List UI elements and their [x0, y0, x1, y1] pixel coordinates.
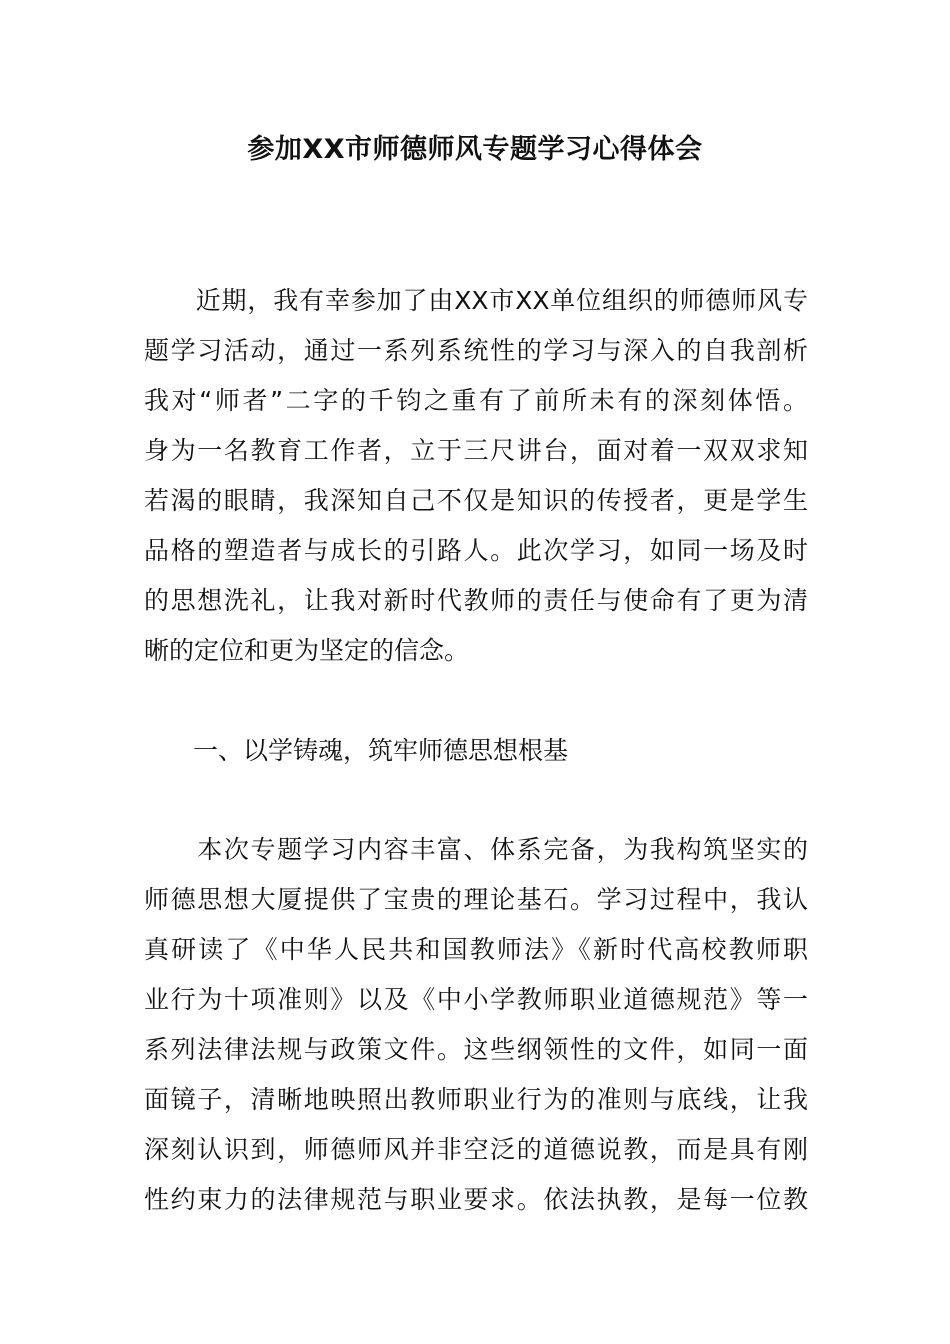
paragraph-line: 业行为十项准则》以及《中小学教师职业道德规范》等一	[144, 985, 808, 1014]
paragraph-line: 面镜子，清晰地映照出教师职业行为的准则与底线，让我	[144, 1085, 808, 1114]
paragraph-line: 师德思想大厦提供了宝贵的理论基石。学习过程中，我认	[144, 885, 808, 914]
paragraph-section-1	[144, 825, 808, 1225]
section-heading: 一、以学铸魂，筑牢师德思想根基	[193, 736, 569, 765]
paragraph-line: 系列法律法规与政策文件。这些纲领性的文件，如同一面	[144, 1035, 808, 1064]
paragraph-line: 若渴的眼睛，我深知自己不仅是知识的传授者，更是学生	[144, 486, 808, 515]
document-title: 参加XX市师德师风专题学习心得体会	[247, 134, 703, 165]
paragraph-line: 性约束力的法律规范与职业要求。依法执教，是每一位教	[144, 1185, 808, 1214]
paragraph-line: 本次专题学习内容丰富、体系完备，为我构筑坚实的	[144, 835, 808, 864]
paragraph-line: 身为一名教育工作者，立于三尺讲台，面对着一双双求知	[144, 436, 808, 465]
paragraph-line: 深刻认识到，师德师风并非空泛的道德说教，而是具有刚	[144, 1135, 808, 1164]
paragraph-line: 题学习活动，通过一系列系统性的学习与深入的自我剖析	[144, 336, 808, 365]
paragraph-line: 真研读了《中华人民共和国教师法》《新时代高校教师职	[144, 935, 808, 964]
paragraph-line: 的思想洗礼，让我对新时代教师的责任与使命有了更为清	[144, 586, 808, 615]
paragraph-line: 近期，我有幸参加了由XX市XX单位组织的师德师风专	[144, 286, 808, 315]
paragraph-line: 晰的定位和更为坚定的信念。	[144, 636, 470, 665]
paragraph-intro	[144, 276, 808, 676]
paragraph-line: 我对“师者”二字的千钧之重有了前所未有的深刻体悟。	[144, 386, 808, 415]
paragraph-line: 品格的塑造者与成长的引路人。此次学习，如同一场及时	[144, 536, 808, 565]
